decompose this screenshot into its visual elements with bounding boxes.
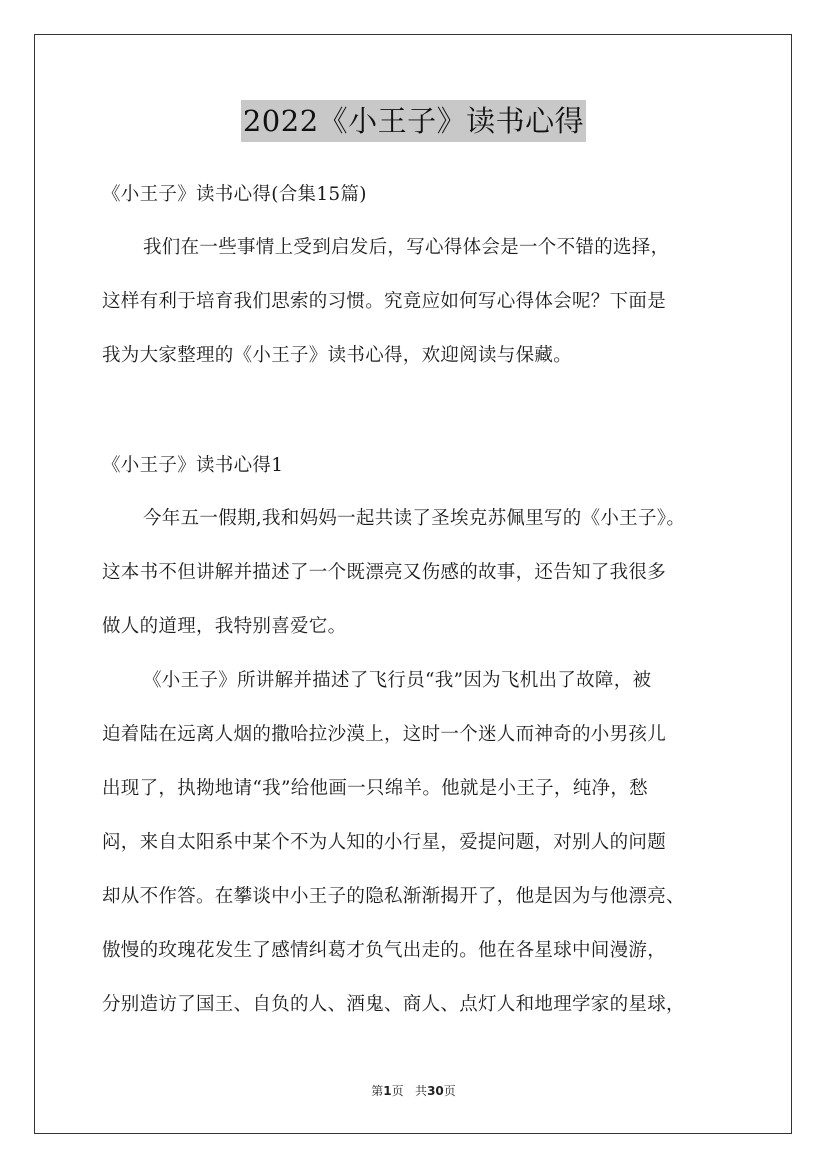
paragraph-line: 却从不作答。在攀谈中小王子的隐私渐渐揭开了，他是因为与他漂亮、	[102, 886, 685, 907]
total-unit: 页	[443, 1084, 456, 1098]
paragraph-line: 做人的道理，我特别喜爱它。	[102, 616, 347, 637]
paragraph-line: 迫着陆在远离人烟的撒哈拉沙漠上，这时一个迷人而神奇的小男孩儿	[102, 724, 667, 745]
total-pages: 30	[427, 1084, 444, 1098]
section-heading: 《小王子》读书心得1	[102, 455, 284, 476]
paragraph-line: 这本书不但讲解并描述了一个既漂亮又伤感的故事，还告知了我很多	[102, 562, 667, 583]
total-prefix: 共	[415, 1084, 428, 1098]
page-footer	[0, 1082, 827, 1099]
paragraph-line: 出现了，执拗地请“我”给他画一只绵羊。他就是小王子，纯净，愁	[102, 778, 648, 799]
paragraph-line: 今年五一假期,我和妈妈一起共读了圣埃克苏佩里写的《小王子》。	[143, 508, 686, 529]
page-prefix: 第	[371, 1084, 384, 1098]
intro-line: 这样有利于培育我们思索的习惯。究竟应如何写心得体会呢？下面是	[102, 291, 667, 312]
paragraph-line: 《小王子》所讲解并描述了飞行员“我”因为飞机出了故障，被	[143, 670, 652, 691]
paragraph-line: 傲慢的玫瑰花发生了感情纠葛才负气出走的。他在各星球中间漫游，	[102, 940, 667, 961]
document-title: 2022《小王子》读书心得	[241, 100, 586, 142]
paragraph-line: 分别造访了国王、自负的人、酒鬼、商人、点灯人和地理学家的星球，	[102, 994, 685, 1015]
page-unit: 页	[391, 1084, 404, 1098]
title-container	[0, 100, 827, 142]
intro-line: 我为大家整理的《小王子》读书心得，欢迎阅读与保藏。	[102, 345, 573, 366]
page-number: 1	[383, 1084, 392, 1098]
document-subtitle: 《小王子》读书心得(合集15篇)	[102, 184, 367, 205]
paragraph-line: 闷，来自太阳系中某个不为人知的小行星，爱提问题，对别人的问题	[102, 832, 667, 853]
intro-line: 我们在一些事情上受到启发后，写心得体会是一个不错的选择，	[143, 237, 670, 258]
